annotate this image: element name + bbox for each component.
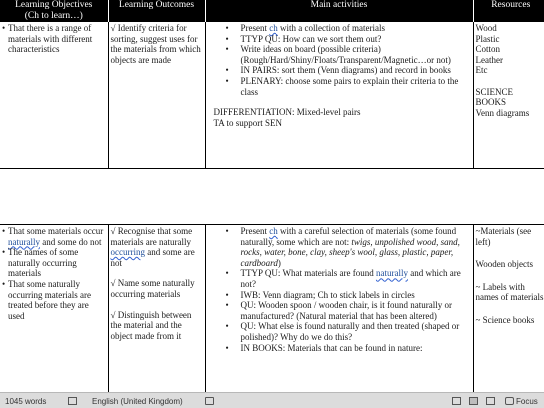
objective-item: • The names of some naturally occurring materials: [2, 247, 106, 279]
spacer-cell: [473, 169, 544, 225]
proofing-icon[interactable]: [68, 397, 77, 405]
word-count[interactable]: 1045 words: [5, 397, 47, 406]
activity-item: • Present ch with a careful selection of materials (some found naturally, some which are not: twigs, unpolished wood, sand, rocks, water, bone, clay, sheep's wool, glass, plastic, paper, cardboard): [208, 226, 471, 268]
activity-item: • TTYP QU: How can we sort them out?: [208, 34, 471, 45]
status-bar: [0, 392, 544, 408]
spelling-flagged-word[interactable]: ch: [269, 226, 278, 236]
header-outcomes: Learning Outcomes: [108, 0, 205, 22]
resource-item: Venn diagrams: [475, 107, 530, 118]
header-resources: Resources: [473, 0, 544, 22]
row2-outcome-2: √ Name some naturally occurring materials: [110, 278, 195, 299]
focus-icon[interactable]: [505, 397, 514, 405]
objective-item: • That some naturally occurring materials are treated before they are used: [2, 279, 106, 321]
table-row-2: [0, 225, 544, 393]
activity-item: • IN PAIRS: sort them (Venn diagrams) and record in books: [208, 65, 471, 76]
row2-resources-cell[interactable]: [473, 225, 544, 393]
table-header-row: [0, 0, 544, 22]
language-indicator[interactable]: English (United Kingdom): [92, 397, 183, 406]
table-row-1: [0, 22, 544, 169]
row1-objective: • That there is a range of materials with different characteristics: [2, 23, 106, 55]
resource-item: ~ Science books: [475, 314, 535, 325]
spacer-cell: [205, 169, 473, 225]
row1-objectives-cell[interactable]: [0, 22, 108, 169]
spelling-flagged-word[interactable]: naturally: [375, 268, 408, 279]
italic-text: twigs, unpolished wood, sand, rocks, water, bone, clay, sheep's wool, glass, plastic, paper, cardboard: [240, 236, 460, 268]
web-layout-icon[interactable]: [486, 397, 495, 405]
print-layout-icon[interactable]: [469, 397, 478, 405]
activity-item: • Present ch with a collection of materials: [208, 23, 471, 34]
activity-item: • Write ideas on board (possible criteria) (Rough/Hard/Shiny/Floats/Transparent/Magnetic…or not): [208, 44, 471, 65]
spelling-flagged-word[interactable]: ch: [269, 23, 278, 33]
objective-item: • That some materials occur naturally and some do not: [2, 226, 106, 247]
row2-activities-cell[interactable]: [205, 225, 473, 393]
resource-item: Plastic: [475, 33, 500, 44]
row2-outcome-1-text: √ Recognise that some materials are naturally occurring and some are not: [110, 226, 195, 268]
macro-recording-icon[interactable]: [205, 397, 214, 405]
activity-item: • IWB: Venn diagram; Ch to stick labels in circles: [208, 290, 471, 301]
row1-outcomes-cell[interactable]: [108, 22, 205, 169]
focus-label[interactable]: Focus: [516, 397, 538, 406]
table-spacer-row: [0, 169, 544, 225]
row1-activities-cell[interactable]: [205, 22, 473, 169]
resource-item: Cotton: [475, 44, 501, 55]
header-activities: Main activities: [205, 0, 473, 22]
resource-item: [476, 76, 544, 87]
spacer-cell: [0, 169, 108, 225]
row1-resources-cell[interactable]: [473, 22, 544, 169]
header-objectives-line2: (Ch to learn…): [24, 10, 83, 21]
resource-item: ~Materials (see left): [475, 226, 532, 247]
row1-support: TA to support SEN: [213, 117, 283, 128]
resource-item: Leather: [475, 54, 503, 65]
row1-outcome: √ Identify criteria for sorting, suggest uses for the materials from which objects are made: [110, 23, 201, 65]
row2-objectives-cell[interactable]: [0, 225, 108, 393]
header-objectives: [0, 0, 108, 22]
activity-item: • QU: Wooden spoon / wooden chair, is it found naturally or manufactured? (Natural material that has been altered): [208, 300, 471, 321]
row2-activity-list: [208, 226, 471, 353]
row1-differentiation: DIFFERENTIATION: Mixed-level pairs: [213, 107, 361, 118]
row2-outcomes-cell[interactable]: [108, 225, 205, 393]
spacer-cell: [108, 169, 205, 225]
read-mode-icon[interactable]: [452, 397, 461, 405]
row1-activity-list: [208, 23, 471, 97]
header-objectives-line1: Learning Objectives: [15, 0, 93, 10]
resource-item: Etc: [475, 65, 488, 76]
activity-item: • TTYP QU: What materials are found naturally and which are not?: [208, 268, 471, 289]
activity-item: • PLENARY: choose some pairs to explain their criteria to the class: [208, 76, 471, 97]
row2-outcome-1: [111, 226, 203, 268]
resource-item: SCIENCE: [475, 86, 514, 97]
activity-item: • QU: What else is found naturally and then treated (shaped or polished)? Why do we do this?: [208, 321, 471, 342]
resource-item: Wood: [475, 23, 497, 33]
spelling-flagged-word[interactable]: naturally: [8, 236, 40, 247]
spelling-flagged-word[interactable]: occurring: [110, 247, 145, 258]
resource-item: ~ Labels with names of materials: [475, 281, 544, 303]
resource-item: BOOKS: [475, 97, 507, 108]
activity-item: • IN BOOKS: Materials that can be found in nature:: [208, 343, 471, 354]
row2-outcome-3: √ Distinguish between the material and the object made from it: [110, 309, 192, 341]
resource-item: Wooden objects: [475, 259, 534, 270]
